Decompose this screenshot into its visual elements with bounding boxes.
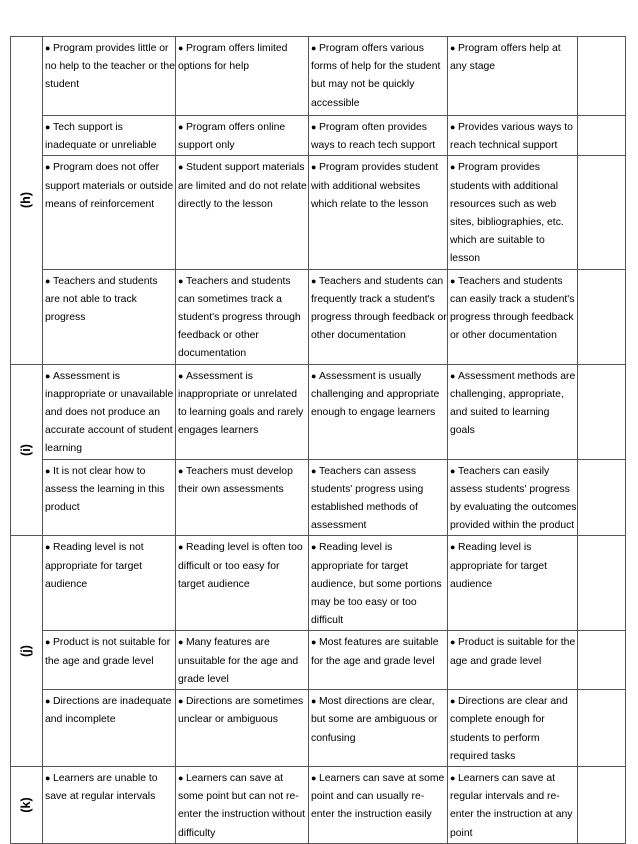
cell-text: Reading level is appropriate for target audience, but some portions may be too easy or too difficult	[311, 542, 442, 627]
bullet-icon: ●	[178, 43, 184, 53]
rubric-cell	[448, 156, 578, 269]
cell-text: Learners can save at some point and can usually re-enter the instruction easily	[311, 772, 445, 821]
table-row	[11, 37, 626, 116]
cell-text: Directions are clear and complete enough for students to perform required tasks	[450, 696, 568, 762]
cell-text: Teachers and students are not able to track progress	[45, 275, 158, 324]
rubric-cell	[309, 536, 448, 631]
cell-text: Program does not offer support materials or outside means of reinforcement	[45, 162, 174, 210]
cell-text: Assessment is inappropriate or unrelated to learning goals and rarely engages learners	[178, 370, 304, 437]
rubric-cell	[309, 156, 448, 269]
rubric-cell	[43, 766, 176, 843]
cell-text: Most features are suitable for the age and grade level	[311, 637, 439, 667]
bullet-icon: ●	[45, 696, 51, 707]
rubric-cell	[176, 766, 309, 843]
bullet-icon: ●	[311, 43, 317, 53]
cell-text: Many features are unsuitable for the age and grade level	[178, 637, 299, 685]
cell-text: Learners can save at some point but can not re-enter the instruction without difficulty	[178, 772, 306, 839]
cell-text: Teachers and students can sometimes track a student's progress through feedback or other documentation	[178, 275, 301, 360]
bullet-icon: ●	[311, 542, 317, 553]
rubric-cell	[448, 364, 578, 459]
rubric-cell	[43, 37, 176, 116]
rubric-cell	[309, 766, 448, 843]
rubric-cell	[309, 116, 448, 156]
table-row	[11, 269, 626, 364]
cell-text: Program often provides ways to reach tech support	[311, 122, 436, 152]
cell-text: Teachers can easily assess students' progress by evaluating the outcomes provided within the product	[450, 465, 577, 532]
section-label-cell	[11, 766, 43, 843]
cell-text: Reading level is appropriate for target audience	[450, 542, 548, 590]
bullet-icon: ●	[311, 370, 317, 381]
cell-text: Product is suitable for the age and grade level	[450, 637, 576, 667]
bullet-icon: ●	[178, 370, 184, 381]
bullet-icon: ●	[178, 122, 184, 132]
rubric-cell	[176, 536, 309, 631]
table-row	[11, 156, 626, 269]
empty-cell	[578, 536, 626, 631]
bullet-icon: ●	[45, 637, 51, 648]
empty-cell	[578, 459, 626, 536]
empty-cell	[578, 631, 626, 690]
cell-text: Learners are unable to save at regular intervals	[45, 772, 158, 803]
bullet-icon: ●	[45, 162, 51, 173]
bullet-icon: ●	[311, 162, 317, 173]
rubric-cell	[176, 269, 309, 364]
rubric-cell	[176, 37, 309, 116]
rubric-cell	[309, 631, 448, 690]
bullet-icon: ●	[178, 772, 184, 783]
table-row	[11, 690, 626, 767]
empty-cell	[578, 37, 626, 116]
bullet-icon: ●	[311, 637, 317, 648]
bullet-icon: ●	[45, 370, 51, 381]
cell-text: Program provides little or no help to the teacher or the student	[45, 43, 175, 91]
bullet-icon: ●	[450, 542, 456, 553]
cell-text: Assessment is inappropriate or unavailable and does not produce an accurate account of student learning	[45, 370, 174, 455]
rubric-cell	[176, 631, 309, 690]
empty-cell	[578, 364, 626, 459]
rubric-cell	[43, 536, 176, 631]
table-row	[11, 536, 626, 631]
bullet-icon: ●	[45, 275, 51, 286]
rubric-cell	[176, 364, 309, 459]
rubric-table	[10, 36, 626, 844]
rubric-cell	[176, 690, 309, 767]
empty-cell	[578, 116, 626, 156]
section-label: (i)	[18, 444, 33, 456]
bullet-icon: ●	[311, 465, 317, 476]
bullet-icon: ●	[45, 772, 51, 783]
section-label-cell	[11, 536, 43, 766]
rubric-cell	[176, 116, 309, 156]
bullet-icon: ●	[450, 275, 456, 286]
rubric-cell	[309, 269, 448, 364]
rubric-cell	[448, 536, 578, 631]
cell-text: Program offers limited options for help	[178, 43, 288, 73]
rubric-cell	[448, 116, 578, 156]
rubric-cell	[43, 269, 176, 364]
empty-cell	[578, 269, 626, 364]
section-label-cell	[11, 364, 43, 536]
cell-text: Reading level is not appropriate for target audience	[45, 542, 144, 590]
cell-text: Directions are inadequate and incomplete	[45, 696, 172, 726]
rubric-cell	[43, 364, 176, 459]
bullet-icon: ●	[311, 772, 317, 783]
cell-text: Product is not suitable for the age and grade level	[45, 637, 171, 667]
bullet-icon: ●	[178, 696, 184, 707]
rubric-cell	[43, 631, 176, 690]
bullet-icon: ●	[45, 122, 51, 132]
cell-text: It is not clear how to assess the learning in this product	[45, 465, 165, 514]
bullet-icon: ●	[450, 162, 456, 173]
bullet-icon: ●	[450, 122, 456, 132]
table-row	[11, 459, 626, 536]
cell-text: Provides various ways to reach technical support	[450, 122, 573, 152]
bullet-icon: ●	[178, 275, 184, 286]
rubric-cell	[43, 690, 176, 767]
cell-text: Teachers must develop their own assessments	[178, 465, 293, 495]
bullet-icon: ●	[450, 465, 456, 476]
bullet-icon: ●	[450, 772, 456, 783]
bullet-icon: ●	[45, 542, 51, 553]
rubric-cell	[448, 631, 578, 690]
rubric-cell	[176, 156, 309, 269]
section-label-cell	[11, 37, 43, 365]
section-label: (h)	[18, 192, 33, 209]
cell-text: Student support materials are limited and do not relate directly to the lesson	[178, 162, 307, 210]
cell-text: Teachers and students can easily track a student's progress through feedback or other documentation	[450, 275, 575, 342]
rubric-cell	[448, 269, 578, 364]
cell-text: Reading level is often too difficult or too easy for target audience	[178, 542, 303, 590]
rubric-cell	[309, 459, 448, 536]
rubric-cell	[309, 690, 448, 767]
bullet-icon: ●	[311, 696, 317, 707]
bullet-icon: ●	[450, 370, 456, 381]
bullet-icon: ●	[45, 43, 51, 53]
table-row	[11, 364, 626, 459]
rubric-body	[11, 37, 626, 844]
rubric-cell	[309, 364, 448, 459]
cell-text: Program provides student with additional websites which relate to the lesson	[311, 162, 438, 210]
bullet-icon: ●	[311, 122, 317, 132]
rubric-cell	[176, 459, 309, 536]
bullet-icon: ●	[178, 542, 184, 553]
table-row	[11, 766, 626, 843]
empty-cell	[578, 156, 626, 269]
cell-text: Tech support is inadequate or unreliable	[45, 122, 157, 152]
cell-text: Learners can save at regular intervals and re-enter the instruction at any point	[450, 772, 573, 839]
cell-text: Most directions are clear, but some are ambiguous or confusing	[311, 696, 438, 744]
empty-cell	[578, 690, 626, 767]
cell-text: Program offers various forms of help for the student but may not be quickly accessible	[311, 43, 441, 109]
cell-text: Program offers help at any stage	[450, 43, 561, 73]
bullet-icon: ●	[178, 637, 184, 648]
rubric-cell	[43, 459, 176, 536]
bullet-icon: ●	[311, 275, 317, 286]
table-row	[11, 116, 626, 156]
rubric-cell	[448, 766, 578, 843]
section-label: (j)	[18, 645, 33, 658]
bullet-icon: ●	[178, 465, 184, 476]
cell-text: Program offers online support only	[178, 122, 286, 152]
cell-text: Assessment is usually challenging and appropriate enough to engage learners	[311, 370, 440, 419]
rubric-cell	[448, 459, 578, 536]
bullet-icon: ●	[450, 43, 456, 53]
bullet-icon: ●	[450, 637, 456, 648]
bullet-icon: ●	[450, 696, 456, 707]
rubric-cell	[448, 37, 578, 116]
cell-text: Directions are sometimes unclear or ambiguous	[178, 696, 304, 726]
bullet-icon: ●	[178, 162, 184, 173]
empty-cell	[578, 766, 626, 843]
rubric-cell	[43, 156, 176, 269]
rubric-cell	[309, 37, 448, 116]
section-label: (k)	[18, 797, 33, 813]
rubric-cell	[448, 690, 578, 767]
table-row	[11, 631, 626, 690]
cell-text: Teachers can assess students' progress using established methods of assessment	[311, 465, 424, 532]
rubric-cell	[43, 116, 176, 156]
bullet-icon: ●	[45, 465, 51, 476]
cell-text: Assessment methods are challenging, appropriate, and suited to learning goals	[450, 370, 576, 437]
cell-text: Teachers and students can frequently track a student's progress through feedback or other documentation	[311, 275, 447, 342]
cell-text: Program provides students with additional resources such as web sites, bibliographies, etc. which are suitable to lesson	[450, 162, 564, 265]
